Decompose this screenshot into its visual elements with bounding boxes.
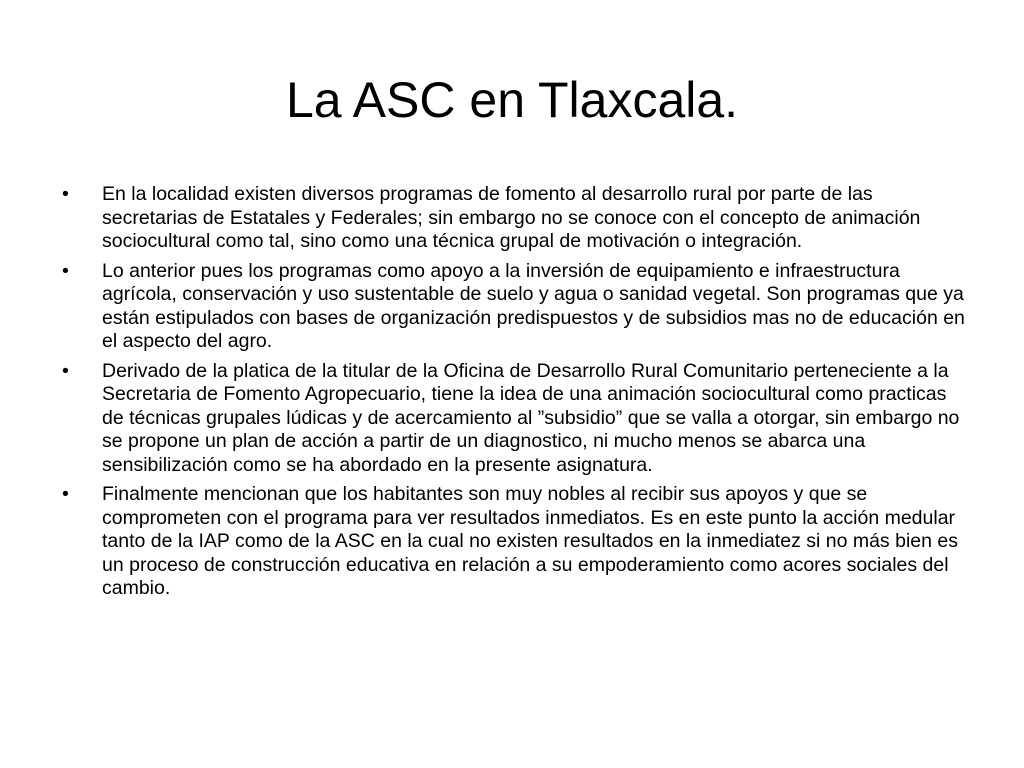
bullet-dot-icon: • <box>62 483 69 505</box>
bullet-dot-icon: • <box>62 359 69 382</box>
bullet-item-4 <box>62 483 967 601</box>
bullet-dot-icon: • <box>62 183 69 205</box>
bullet-item-2 <box>62 260 967 354</box>
slide-title: La ASC en Tlaxcala. <box>285 72 739 128</box>
bullet-text: Finalmente mencionan que los habitantes son muy nobles al recibir sus apoyos y que se comprometen con el programa para ver resultados inmediatos. Es en este punto la acción medular tanto de la IAP como de la ASC en la cual no existen resultados en la inmediatez si no más bien es un proceso de construcción educativa en relación a su empoderamiento como acores sociales del cambio. <box>102 483 958 599</box>
bullet-text: Derivado de la platica de la titular de la Oficina de Desarrollo Rural Comunitario perteneciente a la Secretaria de Fomento Agropecuario, tiene la idea de una animación sociocultural como practicas de técnicas grupales lúdicas y de acercamiento al ”subsidio” que se valla a otorgar, sin embargo no se propone un plan de acción a partir de un diagnostico, ni mucho menos se abarca una sensibilización como se ha abordado en la presente asignatura. <box>102 359 960 476</box>
bullet-list <box>62 183 967 607</box>
bullet-dot-icon: • <box>62 259 69 282</box>
bullet-text: Lo anterior pues los programas como apoyo a la inversión de equipamiento e infraestructura agrícola, conservación y uso sustentable de suelo y agua o sanidad vegetal. Son programas que ya están estipulados con bases de organización predispuestos y de subsidios mas no de educación en el aspecto del agro. <box>102 259 965 352</box>
bullet-text: En la localidad existen diversos programas de fomento al desarrollo rural por parte de las secretarias de Estatales y Federales; sin embargo no se conoce con el concepto de animación sociocultural como tal, sino como una técnica grupal de motivación o integración. <box>102 183 921 252</box>
bullet-item-3 <box>62 360 967 478</box>
bullet-item-1 <box>62 183 967 254</box>
